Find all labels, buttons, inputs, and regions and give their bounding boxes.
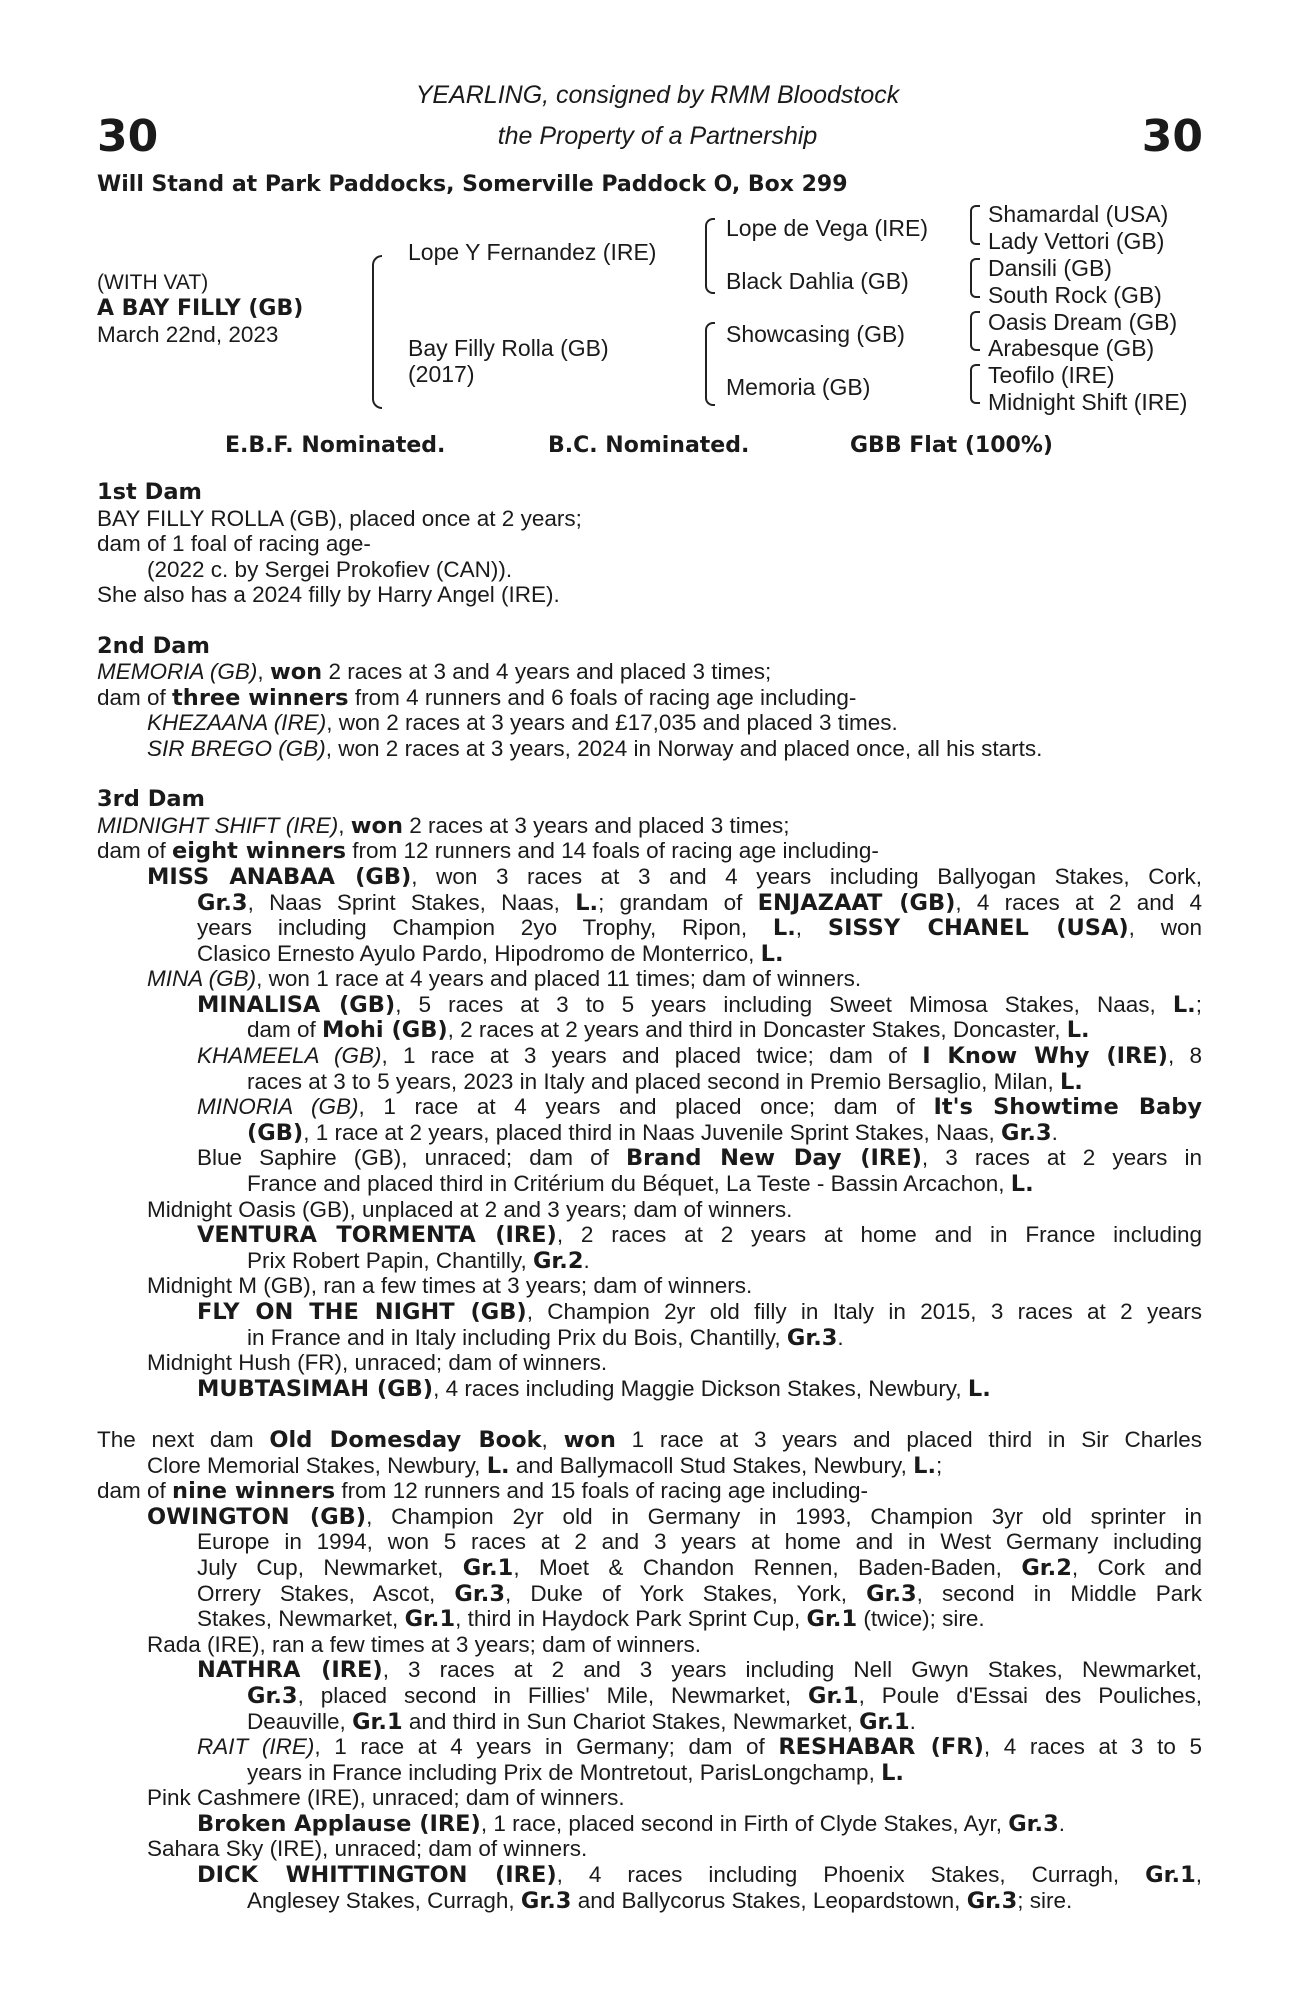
progeny-line: years in France including Prix de Montretout, ParisLongchamp, L. (247, 1759, 904, 1786)
progeny-line: Pink Cashmere (IRE), unraced; dam of winners. (147, 1785, 625, 1811)
progeny-line: RAIT (IRE), 1 race at 4 years in Germany; dam of RESHABAR (FR), 4 races at 3 to 5 (197, 1734, 1202, 1761)
progeny-line: DICK WHITTINGTON (IRE), 4 races including Phoenix Stakes, Curragh, Gr.1, (197, 1862, 1202, 1889)
progeny-line: MINALISA (GB), 5 races at 3 to 5 years including Sweet Mimosa Stakes, Naas, L.; (197, 991, 1202, 1018)
progeny-line: years including Champion 2yo Trophy, Ripon, L., SISSY CHANEL (USA), won (197, 915, 1202, 942)
progeny-line: Gr.3, Naas Sprint Stakes, Naas, L.; grandam of ENJAZAAT (GB), 4 races at 2 and 4 (197, 889, 1203, 916)
pedigree-brace-sire (705, 218, 715, 294)
progeny-line: MUBTASIMAH (GB), 4 races including Maggie Dickson Stakes, Newbury, L. (197, 1375, 991, 1402)
ss-sire: Shamardal (USA) (988, 201, 1169, 227)
pedigree-brace-main (372, 255, 382, 409)
progeny-line: Orrery Stakes, Ascot, Gr.3, Duke of York Stakes, York, Gr.3, second in Middle Park (197, 1580, 1202, 1607)
dd-dam: Midnight Shift (IRE) (988, 389, 1188, 415)
third-dam-heading: 3rd Dam (97, 786, 205, 813)
progeny-line: Midnight Hush (FR), unraced; dam of winners. (147, 1350, 608, 1376)
foaling-date: March 22nd, 2023 (97, 322, 279, 347)
stand-location: Will Stand at Park Paddocks, Somerville Paddock O, Box 299 (97, 172, 848, 197)
progeny-line: Blue Saphire (GB), unraced; dam of Brand New Day (IRE), 3 races at 2 years in (197, 1145, 1202, 1172)
dam-sire: Showcasing (GB) (726, 321, 905, 347)
dam-dam: Memoria (GB) (726, 374, 871, 400)
sire-sire: Lope de Vega (IRE) (726, 215, 929, 241)
pedigree-brace-ds (970, 311, 980, 351)
progeny-line: Europe in 1994, won 5 races at 2 and 3 years at home and in West Germany including (197, 1529, 1202, 1555)
bc-nomination: B.C. Nominated. (548, 433, 750, 458)
consignor-line: YEARLING, consigned by RMM Bloodstock (415, 81, 900, 109)
progeny-line: Rada (IRE), ran a few times at 3 years; dam of winners. (147, 1631, 701, 1657)
progeny-line: dam of Mohi (GB), 2 races at 2 years and third in Doncaster Stakes, Doncaster, L. (247, 1017, 1090, 1044)
horse-name: A BAY FILLY (GB) (97, 296, 304, 321)
pedigree-brace-dam (705, 322, 715, 406)
progeny-line: MINA (GB), won 1 race at 4 years and placed 11 times; dam of winners. (147, 966, 862, 992)
progeny-line: races at 3 to 5 years, 2023 in Italy and placed second in Premio Bersaglio, Milan, L. (247, 1068, 1083, 1095)
progeny-line: VENTURA TORMENTA (IRE), 2 races at 2 years at home and in France including (197, 1222, 1202, 1249)
vat-note: (WITH VAT) (97, 271, 209, 294)
progeny-line: July Cup, Newmarket, Gr.1, Moet & Chandon Rennen, Baden-Baden, Gr.2, Cork and (197, 1554, 1202, 1581)
ss-dam: Lady Vettori (GB) (988, 228, 1165, 254)
progeny-line: Clasico Ernesto Ayulo Pardo, Hipodromo de Monterrico, L. (197, 940, 784, 967)
progeny-line: Deauville, Gr.1 and third in Sun Chariot Stakes, Newmarket, Gr.1. (247, 1708, 916, 1735)
sd-sire: Dansili (GB) (988, 255, 1112, 281)
third-dam-line: MIDNIGHT SHIFT (IRE), won 2 races at 3 years and placed 3 times; (97, 812, 790, 839)
progeny-line: FLY ON THE NIGHT (GB), Champion 2yr old filly in Italy in 2015, 3 races at 2 years (197, 1299, 1202, 1325)
progeny-line: Broken Applause (IRE), 1 race, placed second in Firth of Clyde Stakes, Ayr, Gr.3. (197, 1810, 1066, 1837)
first-dam-line: BAY FILLY ROLLA (GB), placed once at 2 years; (97, 505, 582, 531)
first-dam-heading: 1st Dam (97, 479, 202, 505)
progeny-line: France and placed third in Critérium du Béquet, La Teste - Bassin Arcachon, L. (247, 1171, 1034, 1198)
progeny-line: MINORIA (GB), 1 race at 4 years and placed once; dam of It's Showtime Baby (197, 1094, 1203, 1121)
sire-name: Lope Y Fernandez (IRE) (408, 239, 657, 265)
second-dam-heading: 2nd Dam (97, 632, 210, 659)
second-dam-line: MEMORIA (GB), won 2 races at 3 and 4 years and placed 3 times; (97, 659, 772, 686)
gbb-nomination: GBB Flat (100%) (850, 433, 1053, 458)
next-dam-line: The next dam Old Domesday Book, won 1 race at 3 years and placed third in Sir Charles (97, 1426, 1203, 1453)
ebf-nomination: E.B.F. Nominated. (225, 433, 446, 458)
progeny-line: Midnight M (GB), ran a few times at 3 years; dam of winners. (147, 1273, 753, 1299)
pedigree-brace-ss (970, 205, 980, 245)
progeny-line: (GB), 1 race at 2 years, placed third in Naas Juvenile Sprint Stakes, Naas, Gr.3. (247, 1119, 1058, 1146)
next-dam-line: dam of nine winners from 12 runners and 15 foals of racing age including- (97, 1478, 868, 1505)
lot-number-right: 30 (1141, 111, 1203, 162)
progeny-line: KHAMEELA (GB), 1 race at 3 years and placed twice; dam of I Know Why (IRE), 8 (197, 1043, 1202, 1070)
first-dam-line: She also has a 2024 filly by Harry Angel (IRE). (97, 582, 560, 608)
progeny-line: NATHRA (IRE), 3 races at 2 and 3 years including Nell Gwyn Stakes, Newmarket, (197, 1657, 1202, 1684)
progeny-line: Gr.3, placed second in Fillies' Mile, Newmarket, Gr.1, Poule d'Essai des Pouliches, (247, 1682, 1203, 1709)
progeny-line: Sahara Sky (IRE), unraced; dam of winners. (147, 1836, 588, 1862)
progeny-line: Anglesey Stakes, Curragh, Gr.3 and Ballycorus Stakes, Leopardstown, Gr.3; sire. (247, 1887, 1073, 1914)
sire-dam: Black Dahlia (GB) (726, 268, 909, 294)
dam-year: (2017) (408, 361, 475, 387)
next-dam-line: Clore Memorial Stakes, Newbury, L. and Ballymacoll Stud Stakes, Newbury, L.; (147, 1452, 943, 1479)
progeny-line: Prix Robert Papin, Chantilly, Gr.2. (247, 1247, 590, 1274)
progeny-line: MISS ANABAA (GB), won 3 races at 3 and 4 years including Ballyogan Stakes, Cork, (147, 863, 1202, 890)
progeny-line: in France and in Italy including Prix du Bois, Chantilly, Gr.3. (247, 1324, 844, 1351)
ds-sire: Oasis Dream (GB) (988, 309, 1178, 335)
progeny-line: OWINGTON (GB), Champion 2yr old in Germany in 1993, Champion 3yr old sprinter in (147, 1503, 1202, 1530)
third-dam-line: dam of eight winners from 12 runners and 14 foals of racing age including- (97, 838, 879, 865)
dd-sire: Teofilo (IRE) (988, 362, 1115, 388)
first-dam-foal: (2022 c. by Sergei Prokofiev (CAN)). (147, 556, 513, 582)
progeny-line: Stakes, Newmarket, Gr.1, third in Haydock Park Sprint Cup, Gr.1 (twice); sire. (197, 1606, 985, 1633)
ds-dam: Arabesque (GB) (988, 335, 1155, 361)
progeny-line: Midnight Oasis (GB), unplaced at 2 and 3 years; dam of winners. (147, 1196, 793, 1222)
pedigree-brace-sd (970, 258, 980, 298)
dam-name: Bay Filly Rolla (GB) (408, 335, 609, 361)
lot-number-left: 30 (97, 111, 159, 162)
sd-dam: South Rock (GB) (988, 282, 1162, 308)
progeny-line: KHEZAANA (IRE), won 2 races at 3 years and £17,035 and placed 3 times. (147, 710, 898, 736)
progeny-line: SIR BREGO (GB), won 2 races at 3 years, 2024 in Norway and placed once, all his starts. (147, 735, 1043, 761)
catalogue-body (97, 480, 1202, 1913)
first-dam-line: dam of 1 foal of racing age- (97, 531, 371, 557)
property-line: the Property of a Partnership (497, 122, 818, 150)
second-dam-line: dam of three winners from 4 runners and 6 foals of racing age including- (97, 684, 857, 711)
pedigree-brace-dd (970, 364, 980, 404)
